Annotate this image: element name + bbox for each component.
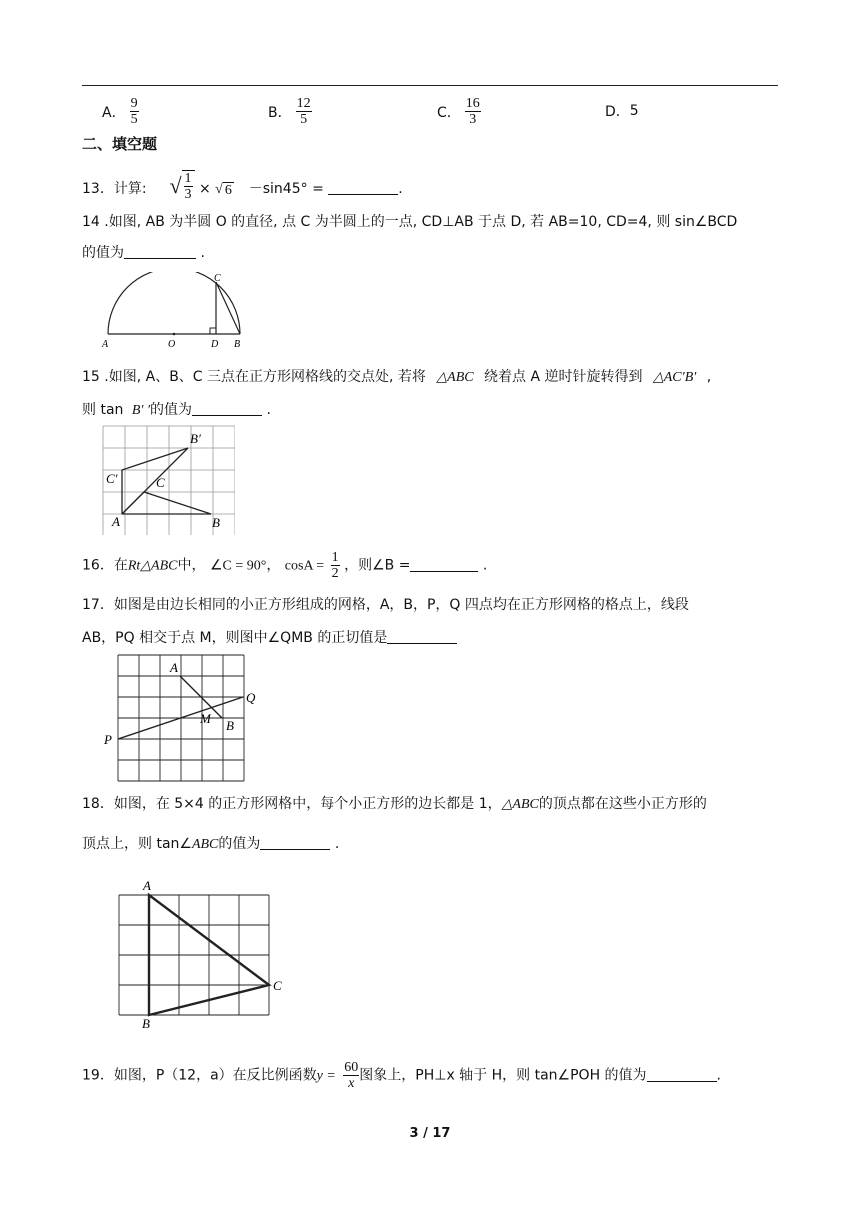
question-18-line1: 18．如图，在 5×4 的正方形网格中，每个小正方形的边长都是 1，△ABC的顶点都在这些小正方形的 (82, 796, 707, 812)
label-b: B (226, 718, 234, 733)
label-a: A (102, 339, 109, 350)
label-c: C (214, 273, 221, 284)
triangle-abc (122, 492, 211, 514)
label-a: A (112, 514, 120, 529)
option-d-letter: D． (605, 104, 630, 120)
question-18-line2: 顶点上，则 tan∠ABC的值为 . (82, 836, 340, 852)
question-19: 19．如图，P（12，a）在反比例函数y = $\frac{60}{x}$ 图象上，PH⊥x 轴于 H，则 tan∠POH 的值为 . (82, 1060, 721, 1091)
pqab-grid-figure (100, 650, 265, 782)
option-c (437, 96, 481, 127)
answer-blank[interactable] (387, 629, 457, 644)
answer-blank[interactable] (328, 180, 398, 195)
option-a (102, 96, 139, 127)
label-o: O (168, 339, 176, 350)
label-c: C (156, 475, 165, 490)
sqrt-six: √ 6 (215, 182, 232, 198)
label-c-prime: C′ (106, 471, 118, 486)
top-rule (82, 85, 778, 86)
label-a: A (143, 878, 151, 893)
label-d: D (211, 339, 219, 350)
question-15-line2: 则 tan B′ ′的值为 . (82, 402, 271, 418)
section-title: 二、填空题 (82, 135, 158, 153)
answer-blank[interactable] (260, 835, 330, 850)
label-b: B (234, 339, 241, 350)
answer-blank[interactable] (410, 557, 478, 572)
question-15-line1: 15 .如图, A、B、C 三点在正方形网格线的交点处, 若将 △ABC 绕着点 A 逆时针旋转得到 △AC′B′ , (82, 369, 712, 385)
option-b-letter: B． (268, 104, 292, 121)
label-b: B (142, 1016, 150, 1030)
answer-blank[interactable] (647, 1067, 717, 1082)
segment-cb (216, 282, 240, 334)
label-q: Q (246, 690, 256, 705)
answer-blank[interactable] (124, 244, 196, 259)
question-14-line1: 14 .如图, AB 为半圆 O 的直径, 点 C 为半圆上的一点, CD⊥AB 于点 D, 若 AB=10, CD=4, 则 sin∠BCD (82, 214, 738, 230)
label-b: B (212, 515, 220, 530)
question-14-line2: 的值为 . (82, 245, 205, 261)
option-c-fraction: $\frac{16}{3}$ (465, 96, 480, 127)
option-a-fraction: $\frac{9}{5}$ (130, 96, 138, 127)
option-d-value: 5 (629, 103, 639, 119)
label-m: M (200, 711, 211, 726)
label-b-prime: B′ (190, 431, 201, 446)
answer-blank[interactable] (192, 401, 262, 416)
sqrt-fraction: √ $\frac{1}{3}$ (169, 170, 194, 202)
page-number: 3 / 17 (409, 1126, 451, 1141)
question-17-line1: 17．如图是由边长相同的小正方形组成的网格，A，B，P，Q 四点均在正方形网格的格点上，线段 (82, 597, 689, 613)
label-p: P (104, 732, 112, 747)
question-16: 16．在Rt△ABC中， ∠C = 90°， cosA = $\frac{1}{2}$ ，则∠B = . (82, 550, 488, 581)
label-c: C (273, 978, 282, 993)
abc-grid-figure (110, 878, 290, 1030)
semicircle-figure (98, 272, 248, 352)
triangle-acb-prime (122, 448, 188, 514)
option-c-letter: C． (437, 104, 461, 121)
center-point (173, 333, 176, 336)
right-angle-mark (210, 328, 216, 334)
question-17-line2: AB，PQ 相交于点 M，则图中∠QMB 的正切值是 (82, 627, 457, 647)
option-a-letter: A． (102, 104, 126, 121)
option-b (268, 96, 312, 127)
rotation-grid-figure (100, 423, 235, 535)
question-13: 13．计算: √ $\frac{1}{3}$ × √ 6 －sin45° = . (82, 171, 403, 202)
option-b-fraction: $\frac{12}{5}$ (296, 96, 311, 127)
option-d (605, 101, 639, 121)
label-a: A (170, 660, 178, 675)
